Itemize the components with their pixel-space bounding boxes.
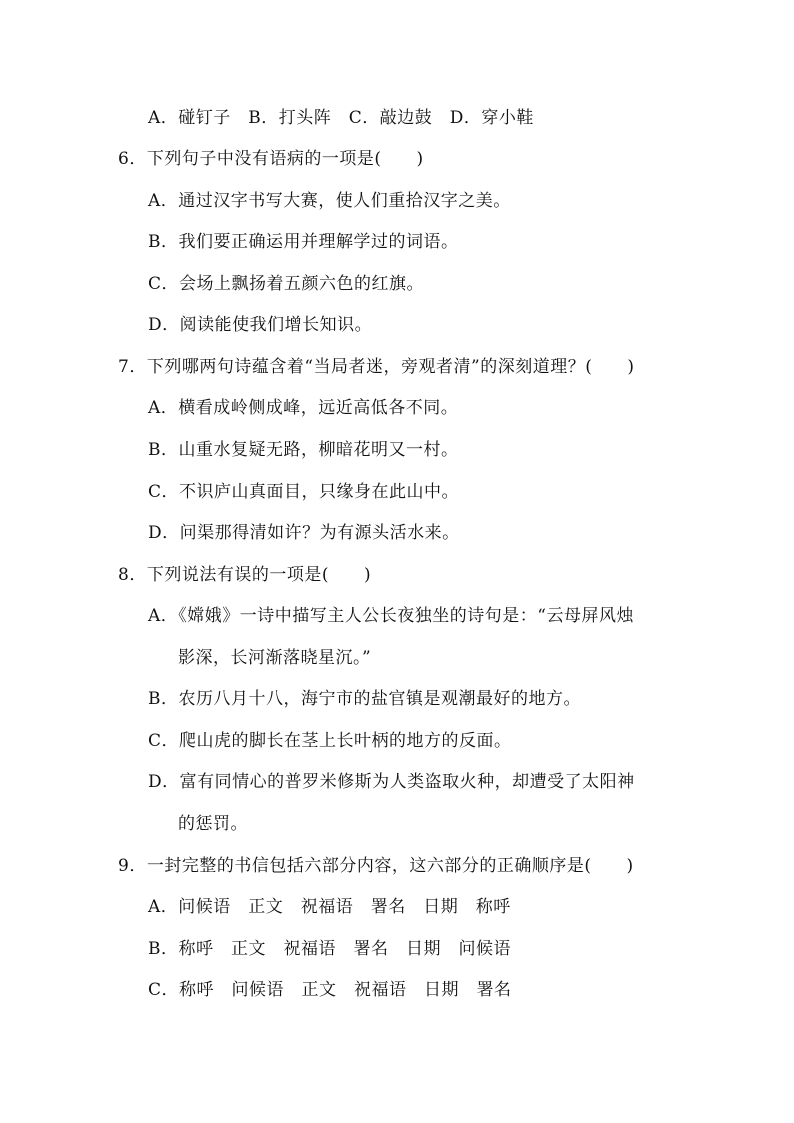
- question-6: 6．下列句子中没有语病的一项是( ): [118, 149, 424, 169]
- q7-option-c: C．不识庐山真面目，只缘身在此山中。: [148, 482, 460, 502]
- q6-option-a: A．通过汉字书写大赛，使人们重拾汉字之美。: [148, 191, 511, 211]
- q9-option-b: B．称呼 正文 祝福语 署名 日期 问候语: [148, 939, 511, 959]
- q6-option-b: B．我们要正确运用并理解学过的词语。: [148, 232, 459, 252]
- q8-option-c: C．爬山虎的脚长在茎上长叶柄的地方的反面。: [148, 731, 512, 751]
- q9-option-c: C．称呼 问候语 正文 祝福语 日期 署名: [148, 980, 512, 1000]
- question-9: 9．一封完整的书信包括六部分内容，这六部分的正确顺序是( ): [118, 856, 634, 876]
- q6-option-c: C．会场上飘扬着五颜六色的红旗。: [148, 274, 425, 294]
- q9-option-a: A．问候语 正文 祝福语 署名 日期 称呼: [148, 897, 511, 917]
- q8-option-d: D．富有同情心的普罗米修斯为人类盗取火种，却遭受了太阳神: [148, 772, 635, 792]
- q7-option-a: A．横看成岭侧成峰，远近高低各不同。: [148, 398, 459, 418]
- question-7: 7．下列哪两句诗蕴含着“当局者迷，旁观者清”的深刻道理？( ): [118, 357, 635, 377]
- q8-option-a-continued: 影深，长河渐落晓星沉。”: [178, 648, 372, 668]
- q8-option-a: A．《嫦娥》一诗中描写主人公长夜独坐的诗句是：“云母屏风烛: [148, 606, 634, 626]
- q7-option-b: B．山重水复疑无路，柳暗花明又一村。: [148, 440, 459, 460]
- q5-options: A．碰钉子 B．打头阵 C．敲边鼓 D．穿小鞋: [148, 108, 534, 128]
- q8-option-b: B．农历八月十八，海宁市的盐官镇是观潮最好的地方。: [148, 689, 581, 709]
- q6-option-d: D．阅读能使我们增长知识。: [148, 315, 373, 335]
- q7-option-d: D．问渠那得清如许？为有源头活水来。: [148, 523, 460, 543]
- q8-option-d-continued: 的惩罚。: [178, 814, 248, 834]
- question-8: 8．下列说法有误的一项是( ): [118, 565, 372, 585]
